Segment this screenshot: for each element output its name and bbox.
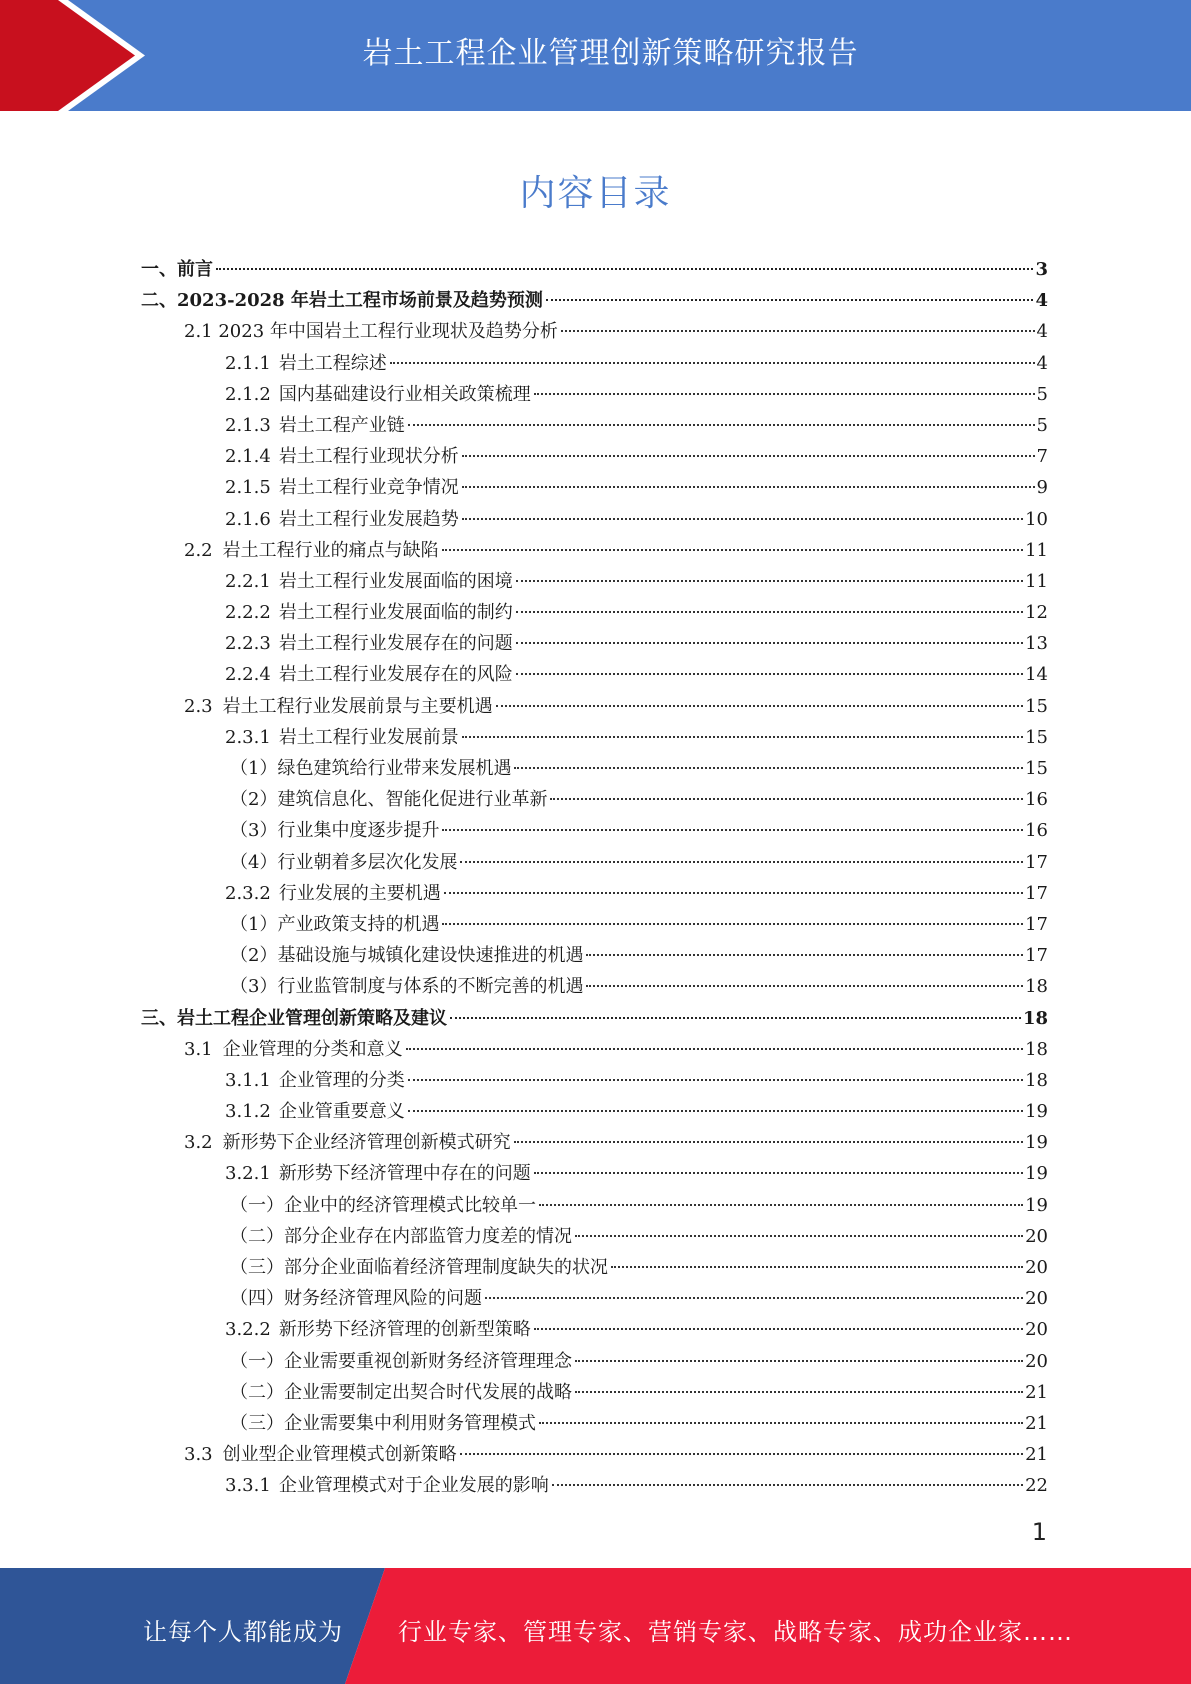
toc-entry-label: （1）产业政策支持的机遇 <box>230 913 440 935</box>
toc-entry-number: 2.1.6 <box>225 508 271 530</box>
toc-entry-label: （2）建筑信息化、智能化促进行业革新 <box>230 789 548 811</box>
toc-entry-page: 11 <box>1025 570 1048 592</box>
toc-entry[interactable] <box>0 566 1191 597</box>
toc-entry-label: 岩土工程行业发展面临的困境 <box>278 570 513 592</box>
toc-entry[interactable] <box>0 1034 1191 1065</box>
toc-entry-number: 2.1.2 <box>225 383 271 405</box>
page-title: 内容目录 <box>519 173 672 214</box>
toc-entry-label: 岩土工程行业发展前景 <box>278 726 459 748</box>
toc-entry-title <box>230 1408 536 1439</box>
toc-entry[interactable] <box>0 1314 1191 1345</box>
toc-dot-leader <box>462 455 1035 457</box>
toc-entry-label: （二）部分企业存在内部监管力度差的情况 <box>230 1225 572 1247</box>
toc-entry-page: 17 <box>1025 913 1048 935</box>
toc-entry-title <box>225 1096 405 1127</box>
toc-entry-page: 4 <box>1036 321 1048 343</box>
toc-entry[interactable] <box>0 1065 1191 1096</box>
toc-entry-number: 3.1.2 <box>225 1101 271 1123</box>
toc-entry[interactable] <box>0 410 1191 441</box>
toc-entry-page: 16 <box>1025 789 1048 811</box>
toc-entry[interactable] <box>0 1283 1191 1314</box>
toc-entry-title <box>225 1470 549 1501</box>
toc-entry-title <box>225 410 405 441</box>
toc-entry-number: 3.1 <box>184 1038 213 1060</box>
toc-entry-number: 2.1.5 <box>225 477 271 499</box>
toc-dot-leader <box>516 611 1023 613</box>
toc-entry-title <box>225 1158 531 1189</box>
toc-entry-label: 新形势下经济管理的创新型策略 <box>278 1319 531 1341</box>
toc-entry-number: 2.3 <box>184 695 213 717</box>
toc-entry-page: 21 <box>1025 1381 1048 1403</box>
toc-entry-number: 3.3.1 <box>225 1475 271 1497</box>
toc-dot-leader <box>586 954 1023 956</box>
toc-entry[interactable] <box>0 1470 1191 1501</box>
toc-dot-leader <box>442 549 1023 551</box>
toc-entry-number: 3.1.1 <box>225 1069 271 1091</box>
toc-entry-label: （一）企业中的经济管理模式比较单一 <box>230 1194 536 1216</box>
toc-entry-title <box>225 1314 531 1345</box>
toc-entry-label: 岩土工程行业现状分析 <box>278 446 459 468</box>
toc-entry-label: （3）行业集中度逐步提升 <box>230 820 440 842</box>
toc-dot-leader <box>514 1141 1023 1143</box>
toc-entry-number: 2.1.1 <box>225 352 271 374</box>
toc-dot-leader <box>408 1079 1023 1081</box>
toc-dot-leader <box>552 1484 1023 1486</box>
toc-entry-title <box>225 722 459 753</box>
toc-dot-leader <box>539 1204 1023 1206</box>
toc-entry-number: 2.2 <box>184 539 213 561</box>
toc-entry-label: 三、岩土工程企业管理创新策略及建议 <box>141 1007 447 1029</box>
toc-entry[interactable] <box>0 909 1191 940</box>
toc-entry[interactable] <box>0 1190 1191 1221</box>
toc-entry-label: 新形势下企业经济管理创新模式研究 <box>222 1132 511 1154</box>
table-of-contents <box>0 254 1191 1502</box>
toc-dot-leader <box>575 1360 1023 1362</box>
toc-entry-page: 11 <box>1025 539 1048 561</box>
toc-dot-leader <box>496 705 1023 707</box>
toc-entry-label: 企业管重要意义 <box>278 1101 405 1123</box>
toc-dot-leader <box>550 798 1023 800</box>
toc-entry-page: 22 <box>1025 1475 1048 1497</box>
toc-entry-page: 9 <box>1036 477 1048 499</box>
toc-entry-title <box>225 566 513 597</box>
report-title: 岩土工程企业管理创新策略研究报告 <box>362 36 859 71</box>
toc-entry[interactable] <box>0 1096 1191 1127</box>
toc-entry-label: 岩土工程行业发展存在的风险 <box>278 664 513 686</box>
toc-entry-title <box>230 971 583 1002</box>
toc-entry-title <box>184 1034 403 1065</box>
toc-entry-label: 企业管理的分类 <box>278 1069 405 1091</box>
footer-band <box>0 1568 1191 1684</box>
toc-entry[interactable] <box>0 254 1191 285</box>
toc-entry-page: 15 <box>1025 758 1048 779</box>
toc-entry-page: 4 <box>1035 290 1048 312</box>
toc-dot-leader <box>586 985 1023 987</box>
toc-dot-leader <box>406 1048 1023 1050</box>
toc-entry-title <box>225 504 459 535</box>
toc-entry-page: 15 <box>1025 695 1048 717</box>
toc-entry-number: 2.2.2 <box>225 602 271 624</box>
toc-entry-number: 3.2.1 <box>225 1163 271 1185</box>
toc-entry-label: 新形势下经济管理中存在的问题 <box>278 1163 531 1185</box>
toc-entry[interactable] <box>0 504 1191 535</box>
toc-entry-page: 21 <box>1025 1444 1048 1466</box>
toc-dot-leader <box>390 362 1035 364</box>
toc-entry-label: （二）企业需要制定出契合时代发展的战略 <box>230 1381 572 1403</box>
toc-entry-title <box>184 316 558 347</box>
toc-entry-label: 企业管理的分类和意义 <box>222 1038 403 1060</box>
toc-entry[interactable] <box>0 597 1191 628</box>
footer-slogan-left: 让每个人都能成为 <box>143 1618 343 1646</box>
toc-entry-label: 岩土工程行业发展存在的问题 <box>278 633 513 655</box>
toc-entry[interactable] <box>0 659 1191 690</box>
toc-entry[interactable] <box>0 784 1191 815</box>
toc-dot-leader <box>534 1328 1023 1330</box>
toc-entry-title <box>184 535 439 566</box>
toc-entry-page: 20 <box>1025 1319 1048 1341</box>
toc-entry-title <box>141 285 543 316</box>
footer-slogan-right: 行业专家、管理专家、营销专家、战略专家、成功企业家…… <box>398 1618 1073 1646</box>
toc-entry-label: 岩土工程行业发展前景与主要机遇 <box>222 695 493 717</box>
toc-dot-leader <box>460 861 1023 863</box>
toc-entry-title <box>225 379 531 410</box>
toc-entry-title <box>225 628 513 659</box>
page-number: 1 <box>1031 1518 1047 1546</box>
toc-entry-title <box>225 348 387 379</box>
toc-entry-page: 15 <box>1025 726 1048 748</box>
toc-entry-page: 20 <box>1025 1257 1048 1278</box>
toc-entry-title <box>225 472 459 503</box>
toc-entry-label: （三）企业需要集中利用财务管理模式 <box>230 1412 536 1434</box>
toc-entry-label: 岩土工程产业链 <box>278 414 405 436</box>
toc-dot-leader <box>534 1172 1023 1174</box>
toc-entry-label: （4）行业朝着多层次化发展 <box>230 851 458 873</box>
toc-entry[interactable] <box>0 348 1191 379</box>
toc-entry[interactable] <box>0 628 1191 659</box>
toc-entry[interactable] <box>0 441 1191 472</box>
toc-entry[interactable] <box>0 1346 1191 1377</box>
toc-dot-leader <box>516 642 1023 644</box>
toc-entry-page: 12 <box>1025 602 1048 624</box>
toc-entry-page: 17 <box>1025 851 1048 873</box>
toc-dot-leader <box>462 518 1023 520</box>
header-band <box>0 0 1191 111</box>
toc-entry[interactable] <box>0 1003 1191 1034</box>
toc-dot-leader <box>444 892 1023 894</box>
toc-entry-title <box>230 1346 572 1377</box>
toc-entry-title <box>225 1065 405 1096</box>
toc-entry-label: 国内基础建设行业相关政策梳理 <box>278 383 531 405</box>
toc-dot-leader <box>408 424 1035 426</box>
toc-dot-leader <box>442 923 1023 925</box>
toc-entry[interactable] <box>0 379 1191 410</box>
toc-entry-title <box>225 441 459 472</box>
toc-entry[interactable] <box>0 285 1191 316</box>
toc-entry-title <box>230 753 511 784</box>
toc-entry-page: 4 <box>1036 352 1048 374</box>
toc-entry-title <box>184 1127 511 1158</box>
toc-entry-page: 14 <box>1025 664 1048 686</box>
toc-entry[interactable] <box>0 753 1191 784</box>
toc-entry-page: 5 <box>1036 414 1048 436</box>
toc-entry-label: 行业发展的主要机遇 <box>278 882 441 904</box>
toc-dot-leader <box>539 1422 1023 1424</box>
toc-entry-title <box>230 1252 608 1283</box>
toc-entry-title <box>225 597 513 628</box>
toc-entry-number: 2.3.1 <box>225 726 271 748</box>
toc-entry-page: 18 <box>1022 1007 1048 1029</box>
toc-entry[interactable] <box>0 316 1191 347</box>
toc-dot-leader <box>442 829 1023 831</box>
toc-entry-label: （1）绿色建筑给行业带来发展机遇 <box>230 758 512 779</box>
toc-dot-leader <box>575 1391 1023 1393</box>
toc-dot-leader <box>561 330 1035 332</box>
toc-entry-title <box>225 659 513 690</box>
toc-dot-leader <box>514 767 1023 769</box>
toc-entry[interactable] <box>0 1252 1191 1283</box>
toc-dot-leader <box>408 1110 1023 1112</box>
toc-entry[interactable] <box>0 878 1191 909</box>
toc-entry-label: 二、2023-2028 年岩土工程市场前景及趋势预测 <box>141 290 543 312</box>
toc-entry-title <box>141 1003 447 1034</box>
toc-entry-page: 7 <box>1036 446 1048 468</box>
toc-entry-page: 20 <box>1025 1350 1048 1372</box>
toc-entry-page: 20 <box>1025 1288 1048 1310</box>
toc-entry[interactable] <box>0 1158 1191 1189</box>
toc-entry[interactable] <box>0 1377 1191 1408</box>
toc-entry[interactable] <box>0 1221 1191 1252</box>
toc-entry-page: 10 <box>1025 508 1048 530</box>
toc-entry-number: 2.1.3 <box>225 414 271 436</box>
toc-entry[interactable] <box>0 847 1191 878</box>
toc-entry-number: 3.3 <box>184 1444 213 1466</box>
toc-entry-page: 20 <box>1025 1225 1048 1247</box>
toc-entry[interactable] <box>0 1439 1191 1470</box>
toc-entry-label: 岩土工程行业的痛点与缺陷 <box>222 539 439 561</box>
toc-entry-label: 岩土工程综述 <box>278 352 387 374</box>
toc-entry-number: 2.3.2 <box>225 882 271 904</box>
toc-entry-page: 19 <box>1025 1163 1048 1185</box>
toc-entry-label: （四）财务经济管理风险的问题 <box>230 1288 482 1310</box>
toc-entry-label: （一）企业需要重视创新财务经济管理理念 <box>230 1350 572 1372</box>
toc-entry-number: 3.2 <box>184 1132 213 1154</box>
toc-entry-label: 创业型企业管理模式创新策略 <box>222 1444 457 1466</box>
toc-entry-number: 2.2.3 <box>225 633 271 655</box>
toc-dot-leader <box>485 1297 1023 1299</box>
toc-entry[interactable] <box>0 722 1191 753</box>
toc-dot-leader <box>462 736 1023 738</box>
toc-dot-leader <box>460 1453 1023 1455</box>
toc-entry-number: 2.2.4 <box>225 664 271 686</box>
toc-entry-label: （3）行业监管制度与体系的不断完善的机遇 <box>230 976 584 998</box>
toc-entry[interactable] <box>0 971 1191 1002</box>
toc-dot-leader <box>534 393 1035 395</box>
toc-entry-title <box>225 878 441 909</box>
toc-dot-leader <box>575 1235 1023 1237</box>
toc-entry-title <box>230 1377 572 1408</box>
toc-dot-leader <box>546 299 1034 301</box>
toc-entry[interactable] <box>0 472 1191 503</box>
toc-entry-page: 3 <box>1035 259 1048 280</box>
toc-entry-number: 3.2.2 <box>225 1319 271 1341</box>
toc-entry-title <box>230 940 583 971</box>
toc-entry-page: 5 <box>1036 383 1048 405</box>
toc-entry-title <box>230 815 439 846</box>
toc-entry-title <box>230 1190 536 1221</box>
toc-entry[interactable] <box>0 535 1191 566</box>
toc-entry-label: 岩土工程行业发展面临的制约 <box>278 602 513 624</box>
toc-entry-label: 岩土工程行业竞争情况 <box>278 477 459 499</box>
toc-entry[interactable] <box>0 815 1191 846</box>
toc-dot-leader <box>611 1266 1023 1268</box>
toc-dot-leader <box>462 486 1035 488</box>
toc-entry-page: 18 <box>1025 1069 1048 1091</box>
toc-entry-title <box>230 847 457 878</box>
toc-entry-page: 19 <box>1025 1132 1048 1154</box>
toc-entry-label: 岩土工程行业发展趋势 <box>278 508 459 530</box>
toc-entry-title <box>184 691 493 722</box>
toc-entry-number: 2.2.1 <box>225 570 271 592</box>
toc-entry-label: 2.1 2023 年中国岩土工程行业现状及趋势分析 <box>184 321 558 343</box>
toc-dot-leader <box>516 673 1023 675</box>
toc-entry-page: 19 <box>1025 1194 1048 1216</box>
toc-entry-page: 18 <box>1025 976 1048 998</box>
toc-entry-number: 2.1.4 <box>225 446 271 468</box>
toc-entry-label: （三）部分企业面临着经济管理制度缺失的状况 <box>230 1257 608 1278</box>
toc-entry-page: 17 <box>1025 882 1048 904</box>
toc-entry-page: 21 <box>1025 1412 1048 1434</box>
toc-entry-title <box>230 784 547 815</box>
toc-entry-title <box>230 1221 572 1252</box>
toc-entry[interactable] <box>0 1127 1191 1158</box>
toc-entry-page: 19 <box>1025 1101 1048 1123</box>
toc-entry-label: 一、前言 <box>141 259 213 280</box>
toc-dot-leader <box>516 580 1023 582</box>
toc-entry[interactable] <box>0 691 1191 722</box>
toc-entry-page: 17 <box>1025 945 1048 967</box>
toc-entry-title <box>230 1283 482 1314</box>
toc-entry-label: （2）基础设施与城镇化建设快速推进的机遇 <box>230 945 584 967</box>
toc-entry-label: 企业管理模式对于企业发展的影响 <box>278 1475 549 1497</box>
toc-entry[interactable] <box>0 1408 1191 1439</box>
toc-entry-title <box>141 254 213 285</box>
toc-dot-leader <box>216 268 1033 270</box>
toc-entry-page: 16 <box>1025 820 1048 842</box>
toc-entry-title <box>184 1439 457 1470</box>
toc-entry-page: 18 <box>1025 1038 1048 1060</box>
toc-entry[interactable] <box>0 940 1191 971</box>
toc-dot-leader <box>450 1017 1021 1019</box>
toc-entry-page: 13 <box>1025 633 1048 655</box>
toc-entry-title <box>230 909 439 940</box>
